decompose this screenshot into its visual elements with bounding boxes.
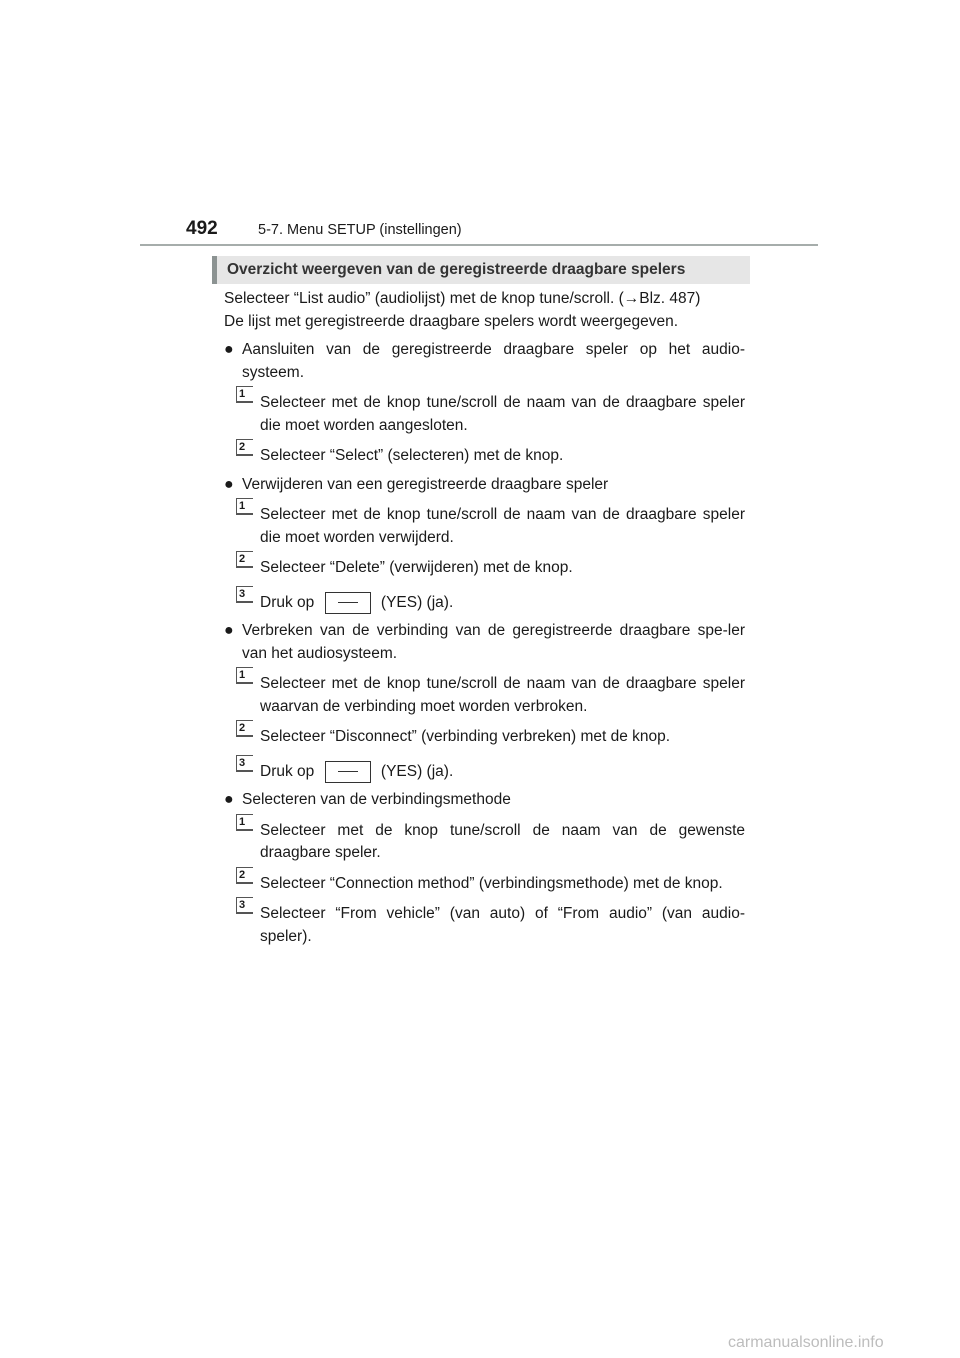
yes-button-icon <box>325 761 371 783</box>
step-number: 3 <box>236 755 253 772</box>
intro-paragraph-1: Selecteer “List audio” (audiolijst) met de knop tune/scroll. (→Blz. 487) <box>224 290 701 307</box>
step-item <box>224 587 745 615</box>
step-item <box>224 722 745 749</box>
step-item <box>224 815 745 865</box>
bullet-title: Verwijderen van een geregistreerde draagbare speler <box>242 475 609 493</box>
step-item <box>224 669 745 718</box>
step-item <box>224 553 745 580</box>
bullet-icon: ● <box>224 622 234 640</box>
section-heading: Overzicht weergeven van de geregistreerde draagbare spelers <box>212 256 750 284</box>
step-number: 2 <box>236 867 253 884</box>
step-text: Selecteer met de knop tune/scroll de naam van de gewenste draagbare speler. <box>260 821 745 862</box>
step-text: Selecteer “Select” (selecteren) met de knop. <box>260 447 564 464</box>
step-text-before: Druk op <box>260 762 315 780</box>
step-item <box>224 756 745 784</box>
running-header: 5-7. Menu SETUP (instellingen) <box>258 222 462 238</box>
step-text: Selecteer “Delete” (verwijderen) met de knop. <box>260 559 573 576</box>
step-text: Selecteer met de knop tune/scroll de naam van de draagbare speler waarvan de verbinding moet worden verbroken. <box>260 675 745 715</box>
content-body <box>224 288 745 948</box>
bullet-connection-method <box>224 789 745 812</box>
bullet-title: Verbreken van de verbinding van de geregistreerde draagbare spe-ler van het audiosysteem. <box>242 622 745 662</box>
watermark: carmanualsonline.info <box>728 1334 884 1351</box>
step-number: 2 <box>236 551 253 568</box>
step-text: Selecteer met de knop tune/scroll de naam van de draagbare speler die moet worden aangesloten. <box>260 394 745 434</box>
intro-paragraph-2: De lijst met geregistreerde draagbare spelers wordt weergegeven. <box>224 312 679 330</box>
bullet-title: Selecteren van de verbindingsmethode <box>242 791 511 809</box>
step-item <box>224 388 745 437</box>
bullet-delete <box>224 474 745 497</box>
step-text-after: (YES) (ja). <box>380 593 454 611</box>
step-number: 2 <box>236 439 253 456</box>
step-item <box>224 899 745 948</box>
bullet-icon: ● <box>224 475 234 493</box>
step-number: 2 <box>236 720 253 737</box>
header-rule <box>140 244 818 246</box>
step-number: 1 <box>236 667 253 684</box>
step-text-before: Druk op <box>260 593 315 611</box>
bullet-title: Aansluiten van de geregistreerde draagbare speler op het audio-systeem. <box>242 341 745 381</box>
step-text-after: (YES) (ja). <box>380 762 454 780</box>
bullet-connect <box>224 339 745 384</box>
step-number: 1 <box>236 498 253 515</box>
step-text: Selecteer “Disconnect” (verbinding verbreken) met de knop. <box>260 728 671 746</box>
step-text: Selecteer “From vehicle” (van auto) of “From audio” (van audio-speler). <box>260 905 745 945</box>
step-number: 1 <box>236 814 253 831</box>
step-text: Selecteer met de knop tune/scroll de naam van de draagbare speler die moet worden verwijderd. <box>260 506 745 546</box>
yes-button-icon <box>325 592 371 614</box>
bullet-icon: ● <box>224 341 234 358</box>
step-number: 1 <box>236 386 253 403</box>
page-number: 492 <box>186 218 218 239</box>
step-number: 3 <box>236 897 253 914</box>
step-number: 3 <box>236 586 253 603</box>
step-text: Selecteer “Connection method” (verbindingsmethode) met de knop. <box>260 874 723 892</box>
bullet-icon: ● <box>224 791 234 809</box>
step-item <box>224 868 745 896</box>
step-item <box>224 441 745 468</box>
bullet-disconnect <box>224 620 745 665</box>
step-item <box>224 500 745 549</box>
